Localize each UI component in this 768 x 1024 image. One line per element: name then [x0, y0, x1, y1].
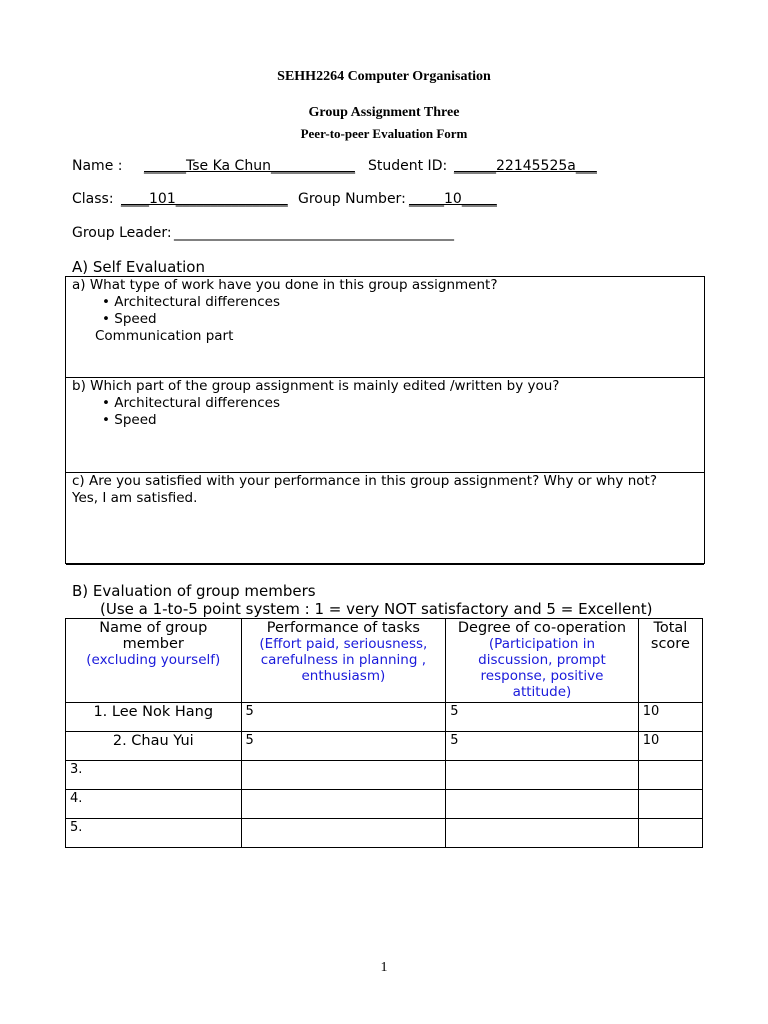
question-a: a) What type of work have you done in this group assignment?	[72, 277, 498, 293]
total-score	[638, 761, 702, 790]
group-number-value: _____10_____	[409, 191, 497, 207]
class-value: ____101________________	[121, 191, 288, 207]
coop-score	[446, 761, 639, 790]
col-perf-label: Performance of tasks	[266, 620, 420, 636]
group-evaluation-heading: B) Evaluation of group members	[72, 582, 316, 600]
scale-note: (Use a 1-to-5 point system : 1 = very NOT satisfactory and 5 = Excellent)	[100, 600, 653, 618]
perf-score	[241, 790, 446, 819]
course-title: SEHH2264 Computer Organisation	[277, 69, 491, 84]
perf-score	[241, 819, 446, 848]
perf-score: 5	[241, 732, 446, 761]
form-title: Peer-to-peer Evaluation Form	[300, 126, 468, 141]
col-name-label: Name of group member	[99, 620, 208, 652]
col-name-note: (excluding yourself)	[86, 652, 221, 668]
question-c-section	[66, 473, 704, 565]
member-name: 1. Lee Nok Hang	[66, 703, 242, 732]
student-id-label: Student ID:	[368, 158, 448, 174]
answer-a-extra: Communication part	[95, 328, 234, 344]
coop-score: 5	[446, 703, 639, 732]
group-number-label: Group Number:	[298, 191, 406, 207]
question-a-section	[66, 277, 704, 378]
assignment-title: Group Assignment Three	[308, 105, 460, 120]
col-header-name	[66, 619, 242, 703]
col-header-total	[638, 619, 702, 703]
question-c: c) Are you satisfied with your performance in this group assignment? Why or why not?	[72, 473, 657, 489]
evaluation-table	[65, 618, 703, 848]
page-number: 1	[380, 960, 388, 975]
coop-score	[446, 819, 639, 848]
member-name: 3.	[66, 761, 242, 790]
group-leader-value: ________________________________________	[174, 225, 454, 241]
question-b-section	[66, 378, 704, 473]
student-id-value: ______22145525a___	[454, 158, 597, 174]
self-evaluation-box	[65, 276, 705, 564]
self-evaluation-heading: A) Self Evaluation	[72, 258, 205, 276]
answer-a-item: • Architectural differences	[102, 294, 281, 310]
col-coop-label: Degree of co-operation	[457, 620, 627, 636]
col-header-performance	[241, 619, 446, 703]
total-score: 10	[638, 703, 702, 732]
total-score	[638, 790, 702, 819]
coop-score	[446, 790, 639, 819]
col-header-cooperation	[446, 619, 639, 703]
name-label: Name :	[72, 158, 123, 174]
total-score	[638, 819, 702, 848]
table-row	[66, 819, 703, 848]
col-perf-note: (Effort paid, seriousness, carefulness in planning , enthusiasm)	[259, 636, 428, 684]
col-total-label: Total score	[650, 620, 690, 652]
question-b: b) Which part of the group assignment is mainly edited /written by you?	[72, 378, 560, 394]
table-row	[66, 732, 703, 761]
table-row	[66, 703, 703, 732]
member-name: 4.	[66, 790, 242, 819]
table-row	[66, 790, 703, 819]
member-name: 2. Chau Yui	[66, 732, 242, 761]
group-leader-label: Group Leader:	[72, 225, 172, 241]
col-coop-note: (Participation in discussion, prompt response, positive attitude)	[478, 636, 606, 700]
answer-b-item: • Architectural differences	[102, 395, 281, 411]
total-score: 10	[638, 732, 702, 761]
member-name: 5.	[66, 819, 242, 848]
perf-score: 5	[241, 703, 446, 732]
table-header-row	[66, 619, 703, 703]
answer-c: Yes, I am satisfied.	[72, 490, 198, 506]
answer-a-item: • Speed	[102, 311, 157, 327]
class-label: Class:	[72, 191, 114, 207]
coop-score: 5	[446, 732, 639, 761]
perf-score	[241, 761, 446, 790]
answer-b-item: • Speed	[102, 412, 157, 428]
table-row	[66, 761, 703, 790]
name-value: ______Tse Ka Chun____________	[144, 158, 355, 174]
